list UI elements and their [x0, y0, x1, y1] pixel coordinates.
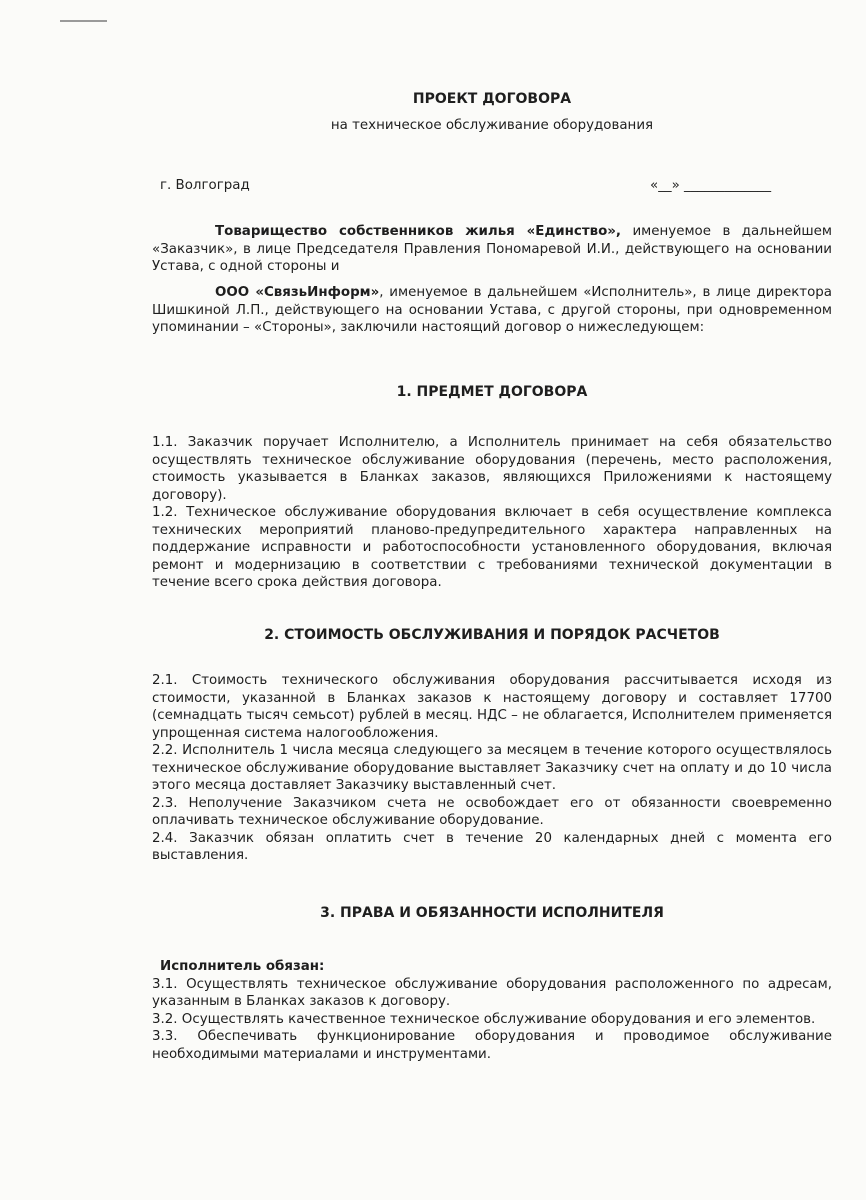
- date-placeholder: «__» _____________: [650, 178, 772, 193]
- section-1-body: [152, 434, 832, 592]
- clause-1-1: 1.1. Заказчик поручает Исполнителю, а Исполнитель принимает на себя обязательство осуществлять техническое обслуживание оборудования (перечень, место расположения, стоимость указывается в Бланках заказов, являющихся Приложениями к настоящему договору).: [152, 435, 832, 503]
- clause-3-2: 3.2. Осуществлять качественное техническое обслуживание оборудования и его элементов.: [152, 1011, 816, 1027]
- document-title: ПРОЕКТ ДОГОВОРА: [412, 91, 572, 107]
- clause-2-2: 2.2. Исполнитель 1 числа месяца следующего за месяцем в течение которого осуществлялось техническое обслуживание оборудование выставляет Заказчику счет на оплату и до 10 числа этого месяца доставляет Заказчику выставленный счет.: [152, 743, 832, 793]
- city: г. Волгоград: [160, 178, 250, 193]
- section-3-body: [152, 958, 832, 1063]
- clause-1-2: 1.2. Техническое обслуживание оборудования включает в себя осуществление комплекса технических мероприятий планово-предупредительного характера направленных на поддержание исправности и работоспособности установленного оборудования, включая ремонт и модернизацию в соответствии с требованиями технической документации в течение всего срока действия договора.: [152, 505, 832, 590]
- section-3-heading: 3. ПРАВА И ОБЯЗАННОСТИ ИСПОЛНИТЕЛЯ: [320, 905, 664, 921]
- contractor-text: , именуемое в дальнейшем «Исполнитель», в лице директора Шишкиной Л.П., действующего на основании Устава, с другой стороны, при одновременном упоминании – «Стороны», заключили настоящий договор о нижеследующем:: [152, 285, 833, 335]
- clause-2-4: 2.4. Заказчик обязан оплатить счет в течение 20 календарных дней с момента его выставления.: [152, 830, 832, 863]
- contractor-obligations-heading: Исполнитель обязан:: [160, 959, 325, 974]
- section-2-heading: 2. СТОИМОСТЬ ОБСЛУЖИВАНИЯ И ПОРЯДОК РАСЧЕТОВ: [264, 627, 720, 643]
- customer-name: Товарищество собственников жилья «Единство»,: [215, 224, 622, 239]
- customer-text: именуемое в дальнейшем «Заказчик», в лице Председателя Правления Пономаревой И.И., действующего на основании Устава, с одной стороны и: [152, 224, 832, 274]
- section-1-heading: 1. ПРЕДМЕТ ДОГОВОРА: [396, 384, 588, 400]
- clause-2-3: 2.3. Неполучение Заказчиком счета не освобождает его от обязанности своевременно оплачивать техническое обслуживание оборудование.: [152, 795, 832, 828]
- contractor-name: ООО «СвязьИнформ»: [215, 285, 380, 300]
- clause-3-1: 3.1. Осуществлять техническое обслуживание оборудования расположенного по адресам, указанным в Бланках заказов к договору.: [152, 976, 832, 1009]
- customer-party-paragraph: [152, 223, 832, 276]
- document-subtitle: на техническое обслуживание оборудования: [330, 118, 654, 133]
- clause-2-1: 2.1. Стоимость технического обслуживания оборудования рассчитывается исходя из стоимости, указанной в Бланках заказов к настоящему договору и составляет 17700 (семнадцать тысяч семьсот) рублей в месяц. НДС – не облагается, Исполнителем применяется упрощенная система налогообложения.: [152, 673, 832, 741]
- contractor-party-paragraph: [152, 284, 832, 337]
- clause-3-3: 3.3. Обеспечивать функционирование оборудования и проводимое обслуживание необходимыми материалами и инструментами.: [152, 1029, 832, 1062]
- section-2-body: [152, 672, 832, 865]
- scan-mark: [60, 20, 107, 22]
